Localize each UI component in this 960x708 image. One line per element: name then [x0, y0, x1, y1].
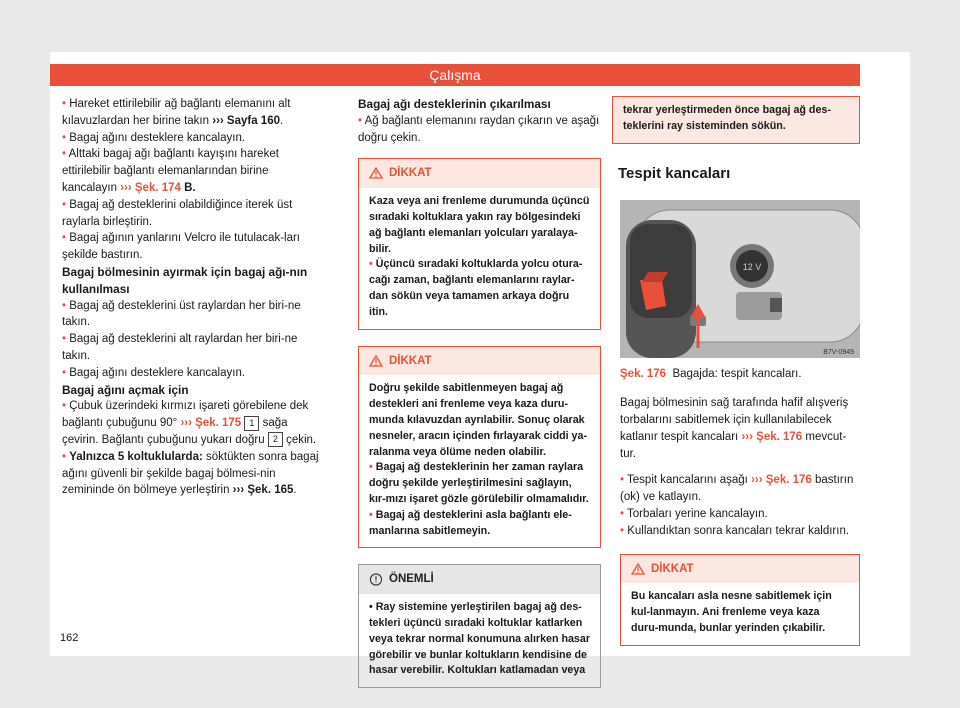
cross-reference[interactable]: ››› Şek. 174	[120, 181, 181, 194]
list-item: • Çubuk üzerindeki kırmızı işareti görebilene dek bağlantı çubuğunu 90° ››› Şek. 175 1 sağa çevirin. Bağlantı çubuğunu yukarı doğru 2 çekin.	[62, 400, 317, 446]
cross-reference[interactable]: ››› Şek. 175	[180, 417, 242, 430]
warning-header: DİKKAT	[359, 347, 600, 376]
list-item: • Tespit kancalarını aşağı ››› Şek. 176 bastırın (ok) ve katlayın.	[620, 474, 854, 504]
list-item: • Bagaj ağ desteklerini alt raylardan her biri-ne takın.	[62, 333, 298, 362]
cross-reference[interactable]: ››› Şek. 176	[741, 430, 803, 443]
warning-bullet: • Bagaj ağ desteklerini asla bağlantı ele-manlarına sabitlemeyin.	[369, 508, 572, 537]
list-item: • Bagaj ağ desteklerini üst raylardan her biri-ne takın.	[62, 299, 301, 329]
notice-box	[358, 564, 601, 688]
warning-box	[620, 554, 860, 646]
list-item: • Kullandıktan sonra kancaları tekrar kaldırın.	[620, 524, 850, 537]
list-item: • Bagaj ağını desteklere kancalayın.	[62, 131, 246, 144]
warning-triangle-icon	[369, 167, 383, 179]
list-item: • Torbaları yerine kancalayın.	[620, 507, 768, 520]
section-heading: Bagaj ağı desteklerinin çıkarılması	[358, 97, 551, 111]
warning-header: DİKKAT	[359, 159, 600, 188]
cross-reference[interactable]: ››› Şek. 176	[751, 474, 812, 487]
callout-number: 1	[244, 416, 259, 431]
column-3	[612, 96, 860, 646]
warning-text: Kaza veya ani frenleme durumunda üçüncü sıradaki koltuklara yakın ray bölgesindeki ağ bağlantı elemanları yolcuları yaralaya-bilir.	[369, 195, 590, 255]
section-heading: Bagaj bölmesinin ayırmak için bagaj ağı-nın kullanılması	[62, 264, 308, 296]
warning-text: Bu kancaları asla nesne sabitlemek için kul-lanmayın. Ani frenleme veya kaza duru-munda, bunlar yerinden çıkabilir.	[631, 590, 832, 634]
list-item: • Yalnızca 5 koltuklularda: söktükten sonra bagaj ağını güvenli bir şekilde bagaj bölmesi-nin zemininde ön bölmeye yerleştirin ››› Şek. 165.	[62, 450, 319, 497]
paragraph: Bagaj bölmesinin sağ tarafında hafif alışveriş torbalarını sabitlemek için kullanılabilecek katlanır tespit kancaları ››› Şek. 176 mevcut-tur.	[620, 397, 849, 460]
info-circle-icon	[369, 573, 383, 586]
figure-code: B7V-0949	[823, 349, 854, 357]
cross-reference[interactable]: ››› Şek. 165	[232, 484, 294, 497]
list-item: • Hareket ettirilebilir ağ bağlantı elemanını alt kılavuzlardan her birine takın ››› Sayfa 160.	[62, 98, 291, 127]
figure-caption: Şek. 176 Bagajda: tespit kancaları.	[620, 368, 802, 381]
trunk-hooks-illustration	[620, 200, 860, 358]
list-item: • Alttaki bagaj ağı bağlantı kayışını hareket ettirilebilir bağlantı elemanlarından birine kancalayın ››› Şek. 174 B.	[62, 148, 279, 194]
figure-image	[620, 200, 860, 358]
warning-box	[358, 346, 601, 549]
callout-number: 2	[268, 432, 283, 447]
warning-triangle-icon	[369, 355, 383, 367]
notice-header: ÖNEMLİ	[359, 565, 600, 594]
column-2	[358, 96, 601, 688]
notice-bullet: • Ray sistemine yerleştirilen bagaj ağ des-tekleri üçüncü sıradaki koltuklar katlarken veya tekrar normal konumuna alırken hasar görebilir ve bunlar koltukların kendisine de hasar verebilir. Koltukları katlamadan veya	[369, 601, 590, 677]
socket-label: 12 V	[742, 262, 762, 273]
warning-box	[358, 158, 601, 329]
cross-reference[interactable]: ››› Sayfa 160	[212, 114, 280, 127]
warning-triangle-icon	[631, 563, 645, 575]
section-title: Tespit kancaları	[618, 164, 731, 182]
warning-text: Doğru şekilde sabitlenmeyen bagaj ağ destekleri ani frenleme veya kaza duru-munda kılavuzdan ayrılabilir. Sonuç olarak nesneler, aracın içinden fırlayarak ciddi ya-ralanma veya ölüme neden olabilir.	[369, 382, 588, 458]
list-item: • Bagaj ağ desteklerini olabildiğince iterek üst raylarla birleştirin.	[62, 198, 293, 228]
list-item: • Ağ bağlantı elemanını raydan çıkarın ve aşağı doğru çekin.	[358, 114, 600, 144]
warning-header: DİKKAT	[621, 555, 859, 584]
page-number: 162	[60, 632, 79, 644]
warning-continuation-box: tekrar yerleştirmeden önce bagaj ağ des-teklerini ray sisteminden sökün.	[612, 96, 860, 144]
warning-bullet: • Bagaj ağ desteklerinin her zaman raylara doğru şekilde yerleştirilmesini sağlayın, kır-mızı işaret gözle görülebilir olmamalıdır.	[369, 461, 589, 505]
column-1	[62, 96, 324, 499]
list-item: • Bagaj ağının yanlarını Velcro ile tutulacak-ları şekilde bastırın.	[62, 232, 301, 262]
section-heading: Bagaj ağını açmak için	[62, 382, 189, 397]
list-item: • Bagaj ağını desteklere kancalayın.	[62, 366, 246, 379]
warning-bullet: • Üçüncü sıradaki koltuklarda yolcu otura-cağı zaman, bağlantı elemanlarını raylar-dan sökün veya tamamen arkaya doğru itin.	[369, 258, 583, 318]
chapter-header: Çalışma	[50, 64, 860, 86]
